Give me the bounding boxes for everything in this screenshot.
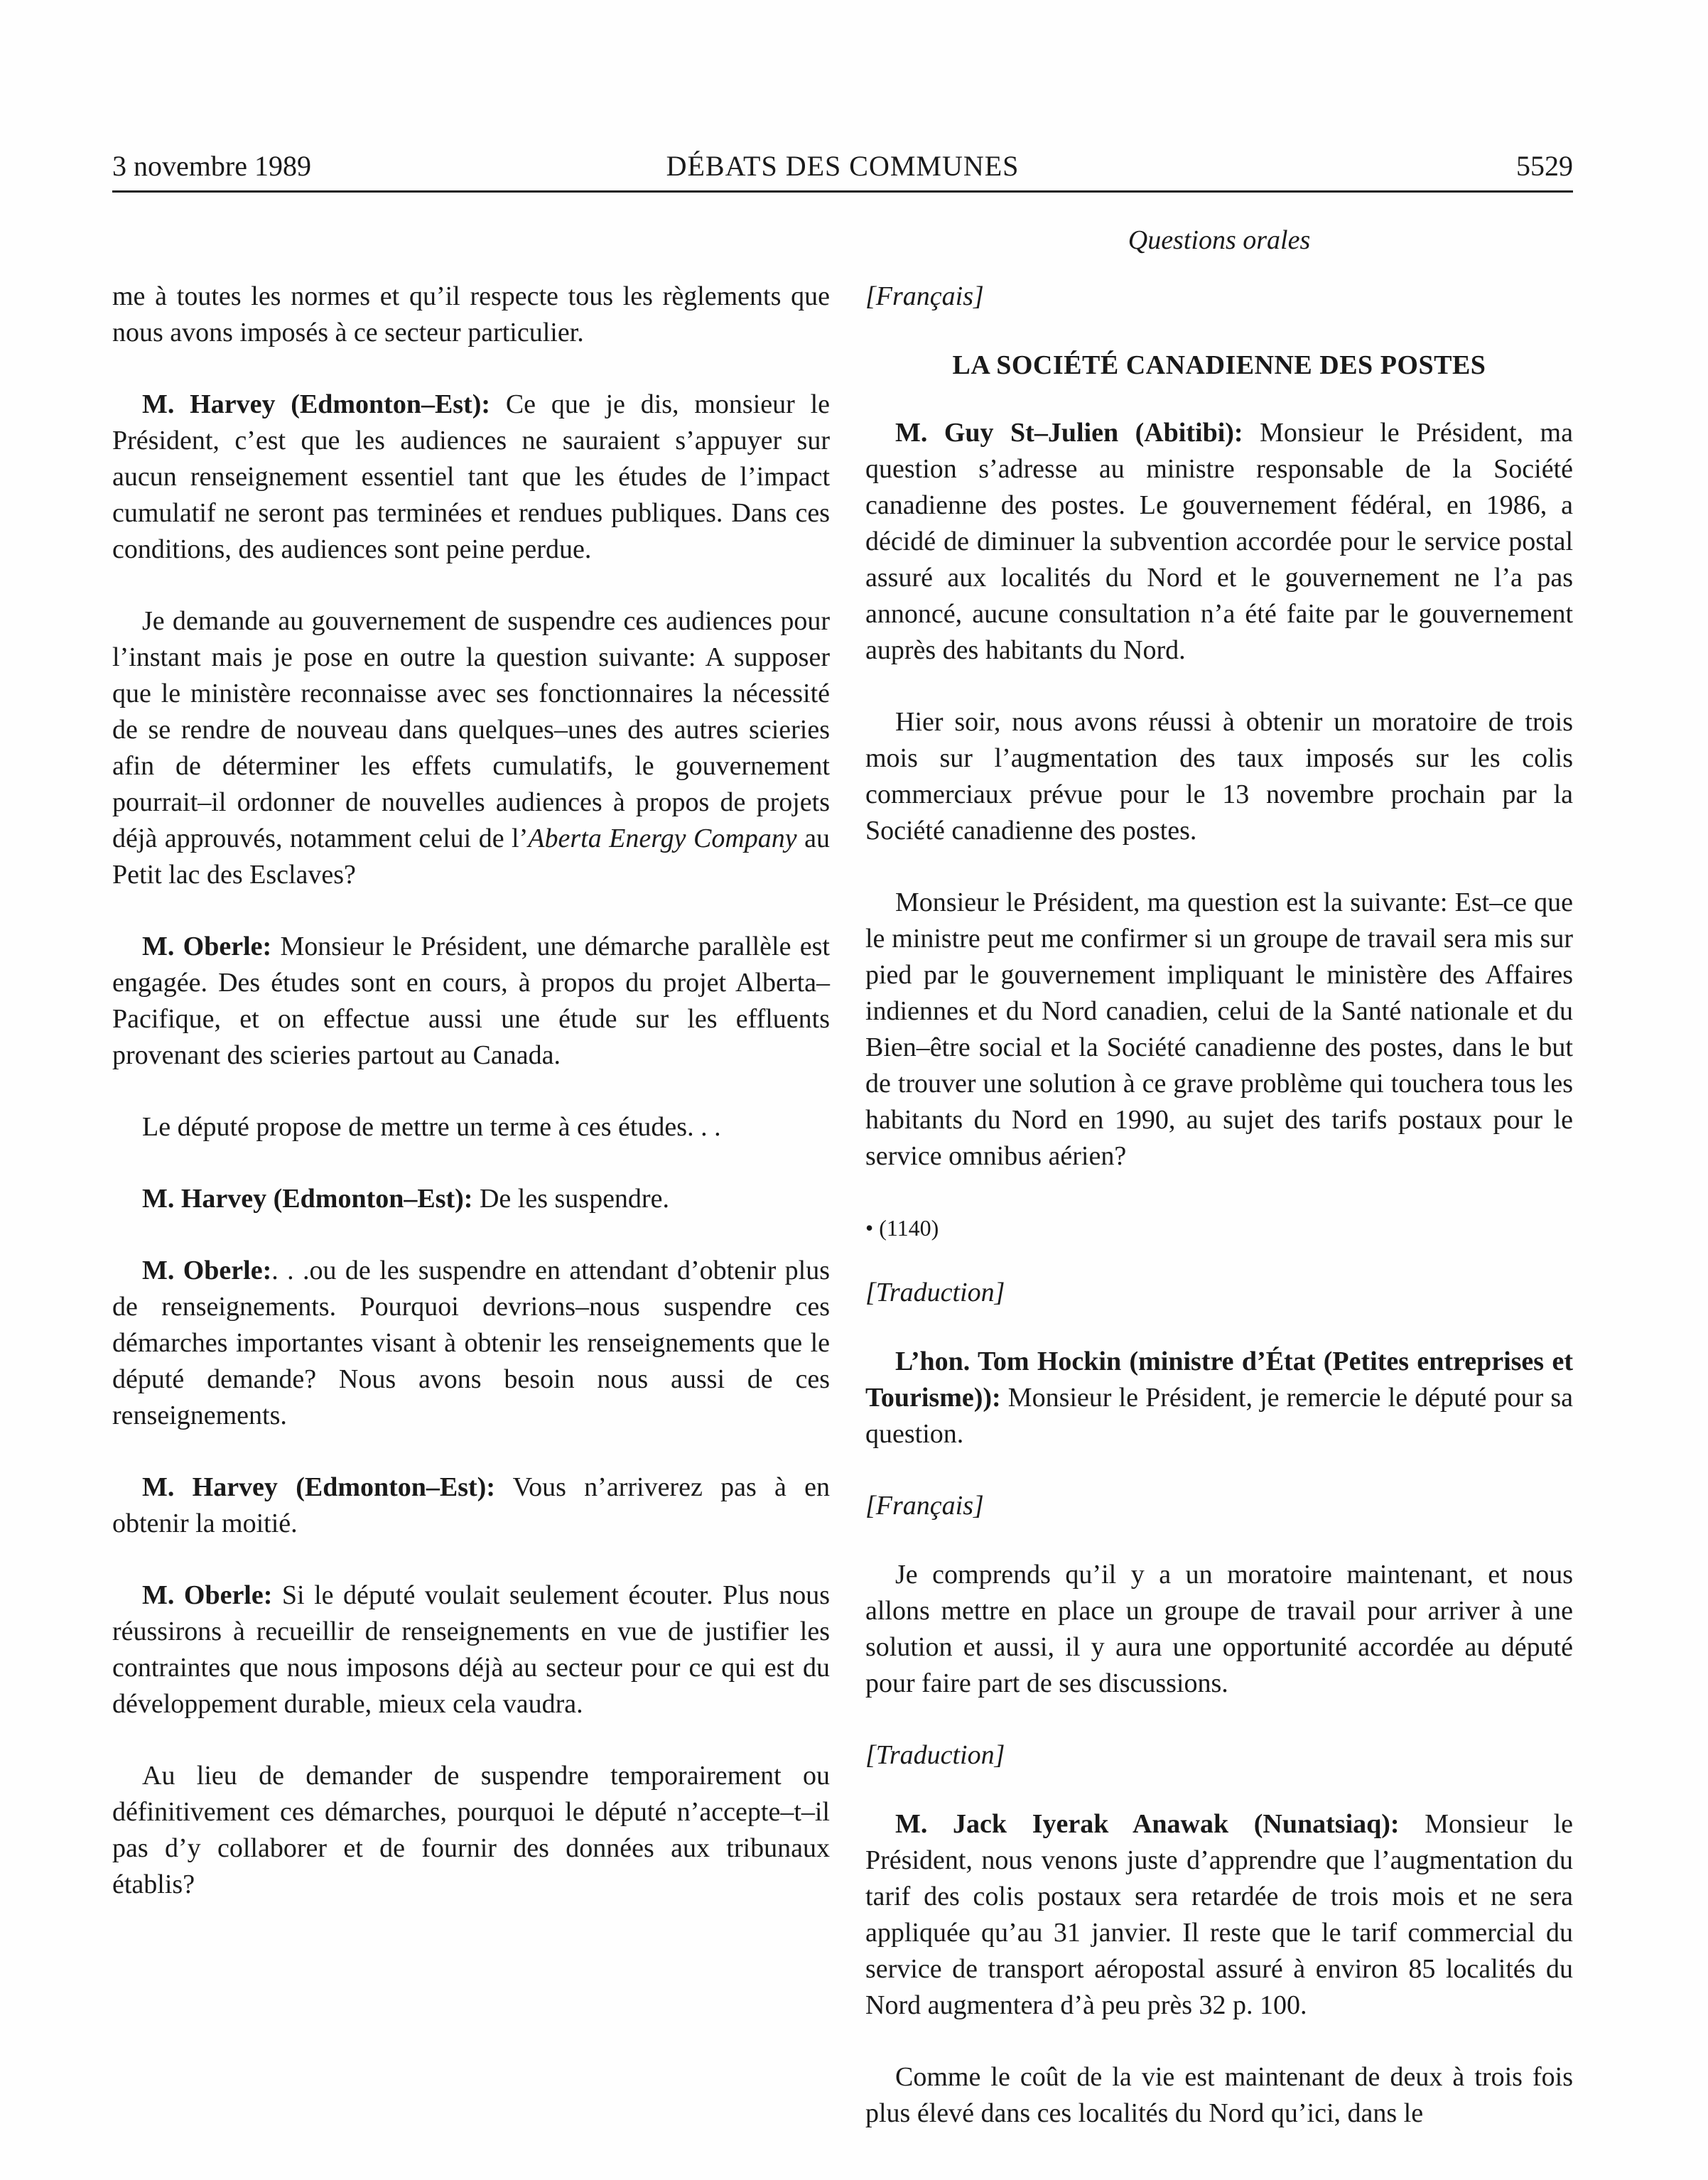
paragraph: Comme le coût de la vie est maintenant de deux à trois fois plus élevé dans ces localités du Nord qu’ici, dans le bbox=[865, 2062, 1573, 2128]
language-tag: [Traduction] bbox=[865, 1278, 1005, 1307]
header-date: 3 novembre 1989 bbox=[112, 150, 311, 182]
paragraph: Au lieu de demander de suspendre temporairement ou définitivement ces démarches, pourquoi le député n’accepte–t–il pas d’y collaborer et de fournir des données aux tribunaux établis? bbox=[112, 1761, 830, 1899]
paragraph: M. Harvey (Edmonton–Est): De les suspendre. bbox=[142, 1184, 669, 1214]
paragraph: L’hon. Tom Hockin (ministre d’État (Petites entreprises et Tourisme)): Monsieur le Président, je remercie le député pour sa question. bbox=[865, 1347, 1573, 1449]
italic-name: Aberta Energy Company bbox=[528, 824, 797, 853]
running-head: Questions orales bbox=[1128, 225, 1311, 255]
time-marker: • (1140) bbox=[865, 1215, 939, 1241]
speaker-name: L’hon. Tom Hockin (ministre d’État (Petites entreprises et Tourisme)): bbox=[865, 1347, 1573, 1413]
paragraph: M. Oberle: Monsieur le Président, une démarche parallèle est engagée. Des études sont en cours, à propos du projet Alberta–Pacifique, et on effectue aussi une étude sur les effluents provenant des scieries partout au Canada. bbox=[112, 932, 830, 1070]
paragraph: me à toutes les normes et qu’il respecte tous les règlements que nous avons imposés à ce secteur particulier. bbox=[112, 281, 830, 347]
paragraph: M. Guy St–Julien (Abitibi): Monsieur le Président, ma question s’adresse au ministre responsable de la Société canadienne des postes. Le gouvernement fédéral, en 1986, a décidé de diminuer la subvention accordée pour le service postal assuré aux localités du Nord et le gouvernement ne l’a pas annoncé, aucune consultation n’a été faite par le gouvernement auprès des habitants du Nord. bbox=[865, 418, 1573, 665]
paragraph: M. Oberle:. . .ou de les suspendre en attendant d’obtenir plus de renseignements. Pourquoi devrions–nous suspendre ces démarches importantes visant à obtenir les renseignements que le député demande? Nous avons besoin nous aussi de ces renseignements. bbox=[112, 1256, 830, 1430]
header-title: DÉBATS DES COMMUNES bbox=[666, 150, 1020, 182]
paragraph: Je demande au gouvernement de suspendre ces audiences pour l’instant mais je pose en outre la question suivante: A supposer que le ministère reconnaisse avec ses fonctionnaires la nécessité de se rendre de nouveau dans quelques–unes des autres scieries afin de déterminer les effets cumulatifs, le gouvernement pourrait–il ordonner de nouvelles audiences à propos de projets déjà approuvés, notamment celui de l’Aberta Energy Company au Petit lac des Esclaves? bbox=[112, 606, 830, 890]
language-tag: [Français] bbox=[865, 1491, 984, 1521]
paragraph: Monsieur le Président, ma question est la suivante: Est–ce que le ministre peut me confirmer si un groupe de travail sera mis sur pied par le gouvernement impliquant le ministère des Affaires indiennes et du Nord canadien, celui de la Santé nationale et du Bien–être social et la Société canadienne des postes, dans le but de trouver une solution à ce grave problème qui touchera tous les habitants du Nord en 1990, au sujet des tarifs postaux pour le service omnibus aérien? bbox=[865, 887, 1573, 1171]
header-rule bbox=[112, 190, 1573, 193]
section-title: LA SOCIÉTÉ CANADIENNE DES POSTES bbox=[952, 350, 1486, 380]
speaker-name: M. Guy St–Julien (Abitibi): bbox=[895, 418, 1243, 448]
right-column bbox=[865, 279, 1573, 2167]
paragraph: Le député propose de mettre un terme à ces études. . . bbox=[142, 1112, 721, 1142]
paragraph: M. Jack Iyerak Anawak (Nunatsiaq): Monsieur le Président, nous venons juste d’apprendre que l’augmentation du tarif des colis postaux sera retardée de trois mois et ne sera appliquée qu’au 31 janvier. Il reste que le tarif commercial du service de transport aéropostal assuré à environ 85 localités du Nord augmentera d’à peu près 32 p. 100. bbox=[865, 1809, 1573, 2020]
speaker-name: M. Oberle: bbox=[142, 1256, 272, 1285]
speaker-name: M. Jack Iyerak Anawak (Nunatsiaq): bbox=[895, 1809, 1400, 1839]
paragraph: M. Oberle: Si le député voulait seulement écouter. Plus nous réussirons à recueillir de renseignements en vue de justifier les contraintes que nous imposons déjà au secteur pour ce qui est du développement durable, mieux cela vaudra. bbox=[112, 1580, 830, 1719]
speaker-name: M. Oberle: bbox=[142, 932, 272, 961]
paragraph: M. Harvey (Edmonton–Est): Ce que je dis, monsieur le Président, c’est que les audiences ne sauraient s’appuyer sur aucun renseignement essentiel tant que les études de l’impact cumulatif ne seront pas terminées et rendues publiques. Dans ces conditions, des audiences sont peine perdue. bbox=[112, 389, 830, 564]
page-header bbox=[112, 146, 1573, 186]
language-tag: [Traduction] bbox=[865, 1740, 1005, 1770]
language-tag: [Français] bbox=[865, 281, 984, 311]
speaker-name: M. Harvey (Edmonton–Est): bbox=[142, 1472, 495, 1502]
speaker-name: M. Harvey (Edmonton–Est): bbox=[142, 1184, 473, 1214]
paragraph: M. Harvey (Edmonton–Est): Vous n’arriverez pas à en obtenir la moitié. bbox=[112, 1472, 830, 1538]
speaker-name: M. Harvey (Edmonton–Est): bbox=[142, 389, 491, 419]
paragraph: Hier soir, nous avons réussi à obtenir un moratoire de trois mois sur l’augmentation des taux imposés sur les colis commerciaux prévue pour le 13 novembre prochain par la Société canadienne des postes. bbox=[865, 707, 1573, 846]
page-number: 5529 bbox=[1516, 150, 1573, 182]
left-column bbox=[112, 279, 830, 1938]
paragraph: Je comprends qu’il y a un moratoire maintenant, et nous allons mettre en place un groupe de travail pour arriver à une solution et aussi, il y aura une opportunité accordée au député pour faire part de ses discussions. bbox=[865, 1560, 1573, 1698]
speaker-name: M. Oberle: bbox=[142, 1580, 273, 1610]
